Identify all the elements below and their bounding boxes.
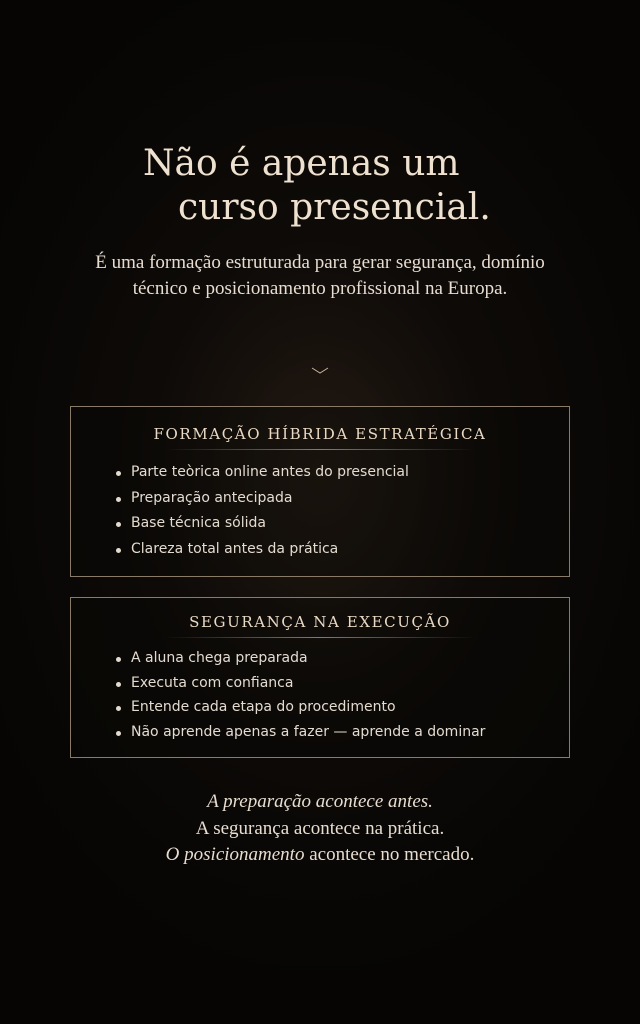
card-title-rule [165,449,475,450]
card-title: FORMAÇÃO HÍBRIDA ESTRATÉGICA [153,425,487,443]
card-title-rule [165,637,475,638]
list-item-text: A aluna chega preparada [131,650,308,666]
list-item [115,671,569,696]
subtitle: É uma formação estruturada para gerar segurança, domínio técnico e posicionamento profissional na Europa. [95,252,545,299]
bullet-icon [116,731,121,736]
bullet-icon [116,706,121,711]
card-list [71,460,569,562]
card-title: SEGURANÇA NA EXECUÇÃO [189,613,451,631]
list-item [115,695,569,720]
closing-line-3-rest: acontece no mercado. [304,844,475,865]
list-item [115,537,569,563]
closing-line-3-italic: O posicionamento [165,844,305,865]
card-list [71,646,569,744]
list-item-text: Parte teòrica online antes do presencial [131,464,409,480]
list-item [115,511,569,537]
headline-line-2: curso presencial. [178,187,491,228]
list-item [115,486,569,512]
list-item-text: Preparação antecipada [131,489,293,506]
list-item-text: Não aprende apenas a fazer — aprende a dominar [131,723,486,740]
bullet-icon [116,657,121,662]
list-item-text: Clareza total antes da prática [131,540,339,557]
closing-line-3 [0,842,640,869]
closing-statement [0,789,640,869]
list-item-text: Entende cada etapa do procedimento [131,699,396,715]
headline-line-1: Não é apenas um [143,143,460,184]
bullet-icon [116,548,121,553]
card-hybrid-training [70,406,570,577]
ornamental-divider [80,366,560,374]
list-item-text: Base técnica sólida [131,515,266,531]
bullet-icon [116,682,121,687]
card-execution-safety [70,597,570,758]
closing-line-2: A segurança acontece na prática. [195,817,445,839]
list-item [115,720,569,745]
list-item [115,646,569,671]
list-item [115,460,569,486]
bullet-icon [116,471,121,476]
closing-line-1: A preparação acontece antes. [207,791,433,812]
list-item-text: Executa com confianca [131,674,294,691]
headline [0,142,640,230]
bullet-icon [116,497,121,502]
bullet-icon [116,522,121,527]
